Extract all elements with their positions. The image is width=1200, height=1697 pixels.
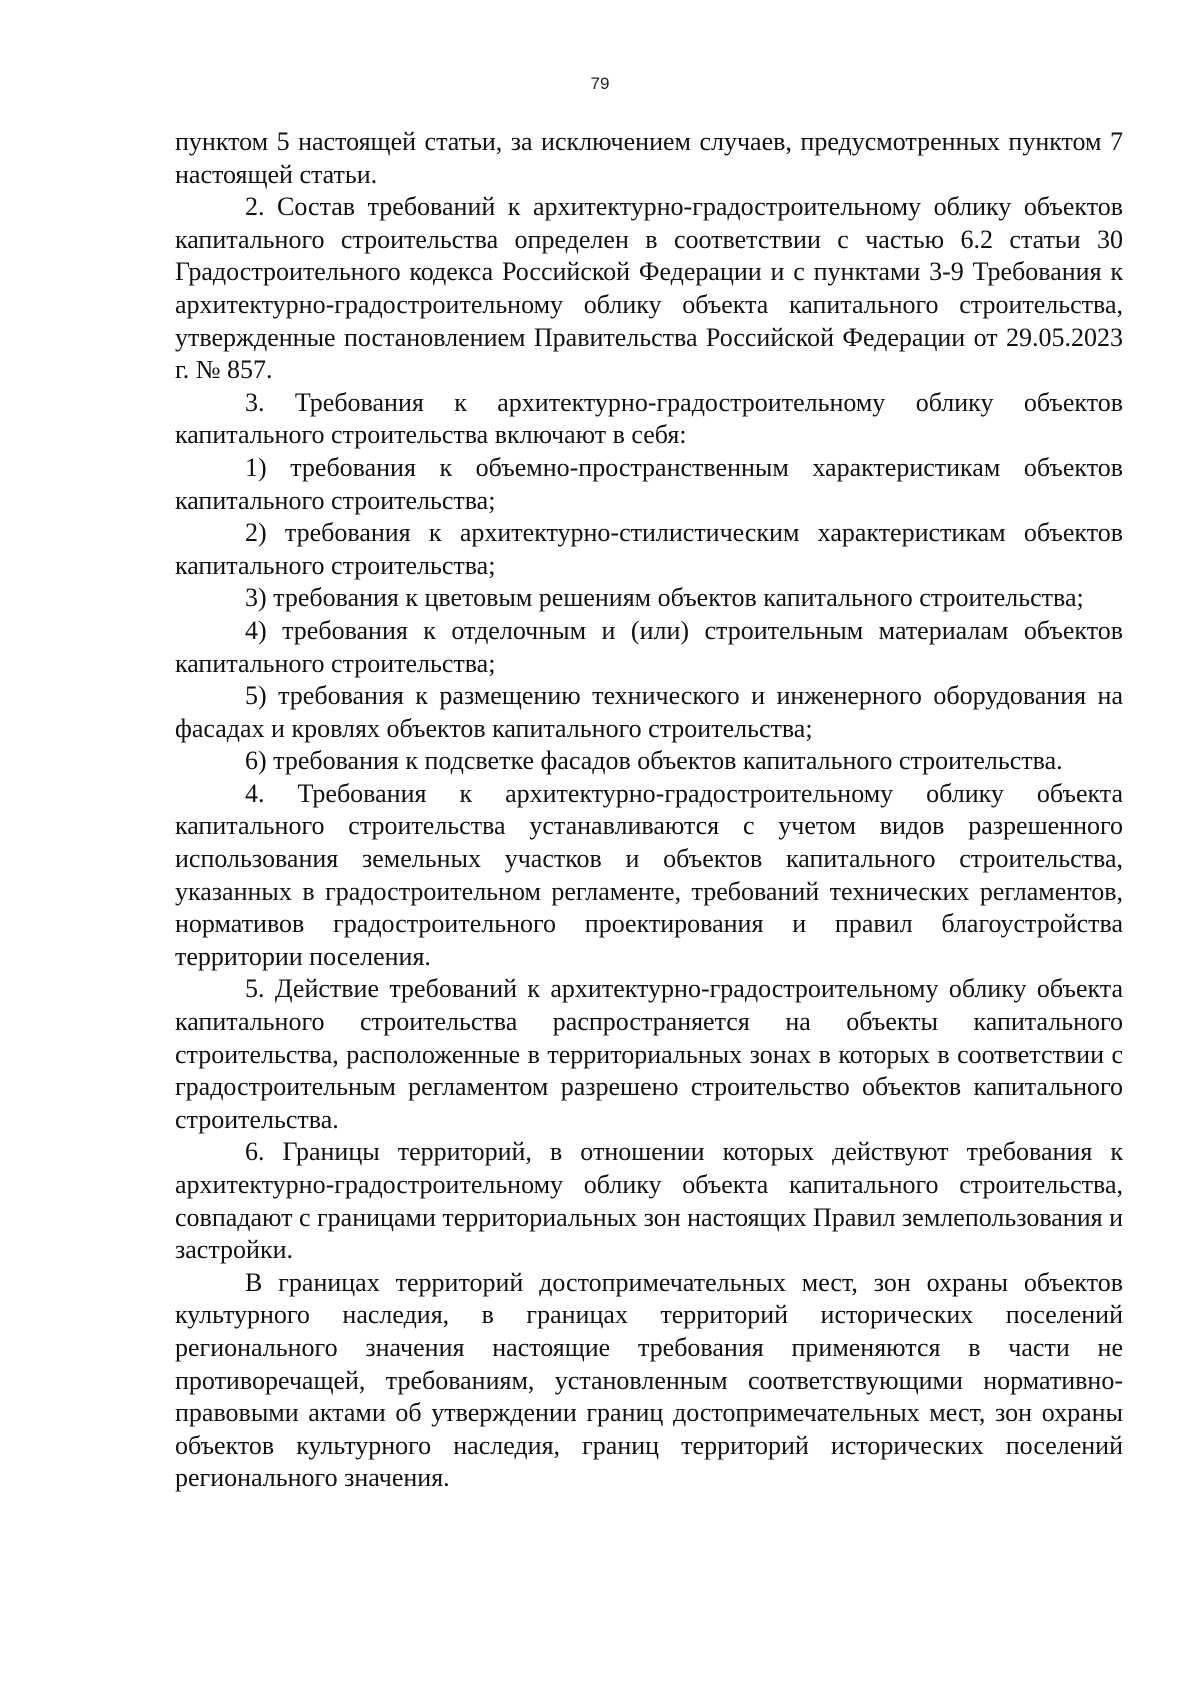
list-item-6: 6) требования к подсветке фасадов объектов капитального строительства. xyxy=(245,746,1063,776)
list-item-4: 4) требования к отделочным и (или) строительным материалам объектов капитального строительства; xyxy=(175,615,1123,678)
list-item-1: 1) требования к объемно-пространственным характеристикам объектов капитального строительства; xyxy=(175,452,1123,515)
list-item-2: 2) требования к архитектурно-стилистическим характеристикам объектов капитального строительства; xyxy=(175,518,1123,580)
list-item-3: 3) требования к цветовым решениям объектов капитального строительства; xyxy=(245,583,1084,613)
paragraph-6: 6. Границы территорий, в отношении которых действуют требования к архитектурно-градостроительному облику объекта капитального строительства, совпадают с границами территориальных зон настоящих Правил землепользования и застройки. xyxy=(175,1137,1124,1265)
paragraph-continuation: пунктом 5 настоящей статьи, за исключением случаев, предусмотренных пунктом 7 настоящей статьи. xyxy=(175,127,1123,189)
page-number: 79 xyxy=(590,74,610,93)
paragraph-3: 3. Требования к архитектурно-градостроительному облику объектов капитального строительства включают в себя: xyxy=(175,387,1123,450)
paragraph-5: 5. Действие требований к архитектурно-градостроительному облику объекта капитального строительства распространяется на объекты капитального строительства, расположенные в территориальных зонах в которых в соответствии с градостроительным регламентом разрешено строительство объектов капитального строительства. xyxy=(175,974,1123,1134)
paragraph-6-continuation: В границах территорий достопримечательных мест, зон охраны объектов культурного наследия, в границах территорий исторических поселений регионального значения настоящие требования применяются в части не противоречащей, требованиям, установленным соответствующими нормативно-правовыми актами об утверждении границ достопримечательных мест, зон охраны объектов культурного наследия, границ территорий исторических поселений регионального значения. xyxy=(175,1267,1123,1493)
document-body xyxy=(175,126,1123,1495)
list-item-5: 5) требования к размещению технического и инженерного оборудования на фасадах и кровлях объектов капитального строительства; xyxy=(175,681,1123,743)
paragraph-4: 4. Требования к архитектурно-градостроительному облику объекта капитального строительства устанавливаются с учетом видов разрешенного использования земельных участков и объектов капитального строительства, указанных в градостроительном регламенте, требований технических регламентов, нормативов градостроительного проектирования и правил благоустройства территории поселения. xyxy=(175,778,1123,971)
paragraph-2: 2. Состав требований к архитектурно-градостроительному облику объектов капитального строительства определен в соответствии с частью 6.2 статьи 30 Градостроительного кодекса Российской Федерации и с пунктами 3-9 Требования к архитектурно-градостроительному облику объекта капитального строительства, утвержденные постановлением Правительства Российской Федерации от 29.05.2023 г. № 857. xyxy=(175,192,1123,385)
